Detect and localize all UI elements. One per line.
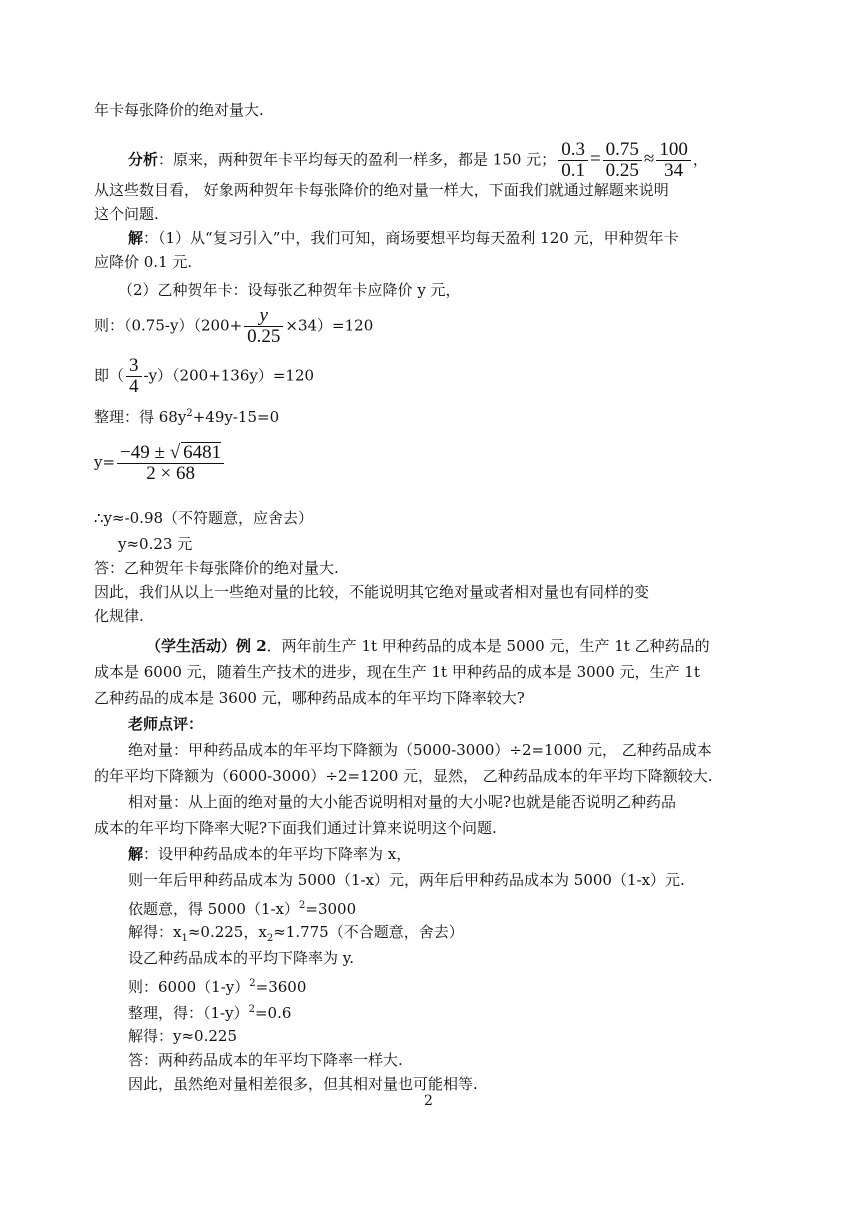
text-line: 则一年后甲种药品成本为 5000（1-x）元，两年后甲种药品成本为 5000（1-x）元. (128, 871, 685, 889)
equation-line: 解得：$x_1\approx 0.225$，$x_2\approx 1.775$（不合题意，舍去） (128, 923, 464, 944)
text-line: 成本是 6000 元，随着生产技术的进步，现在生产 1t 甲种药品的成本是 3000 元，生产 1t (94, 663, 700, 681)
solution-label: 解 (128, 229, 144, 247)
equation-line: 整理：得 $68y^2+49y-15=0$ (94, 408, 280, 426)
text-line: 绝对量：甲种药品成本的年平均下降额为（5000-3000）÷2=1000 元， 乙种药品成本 (128, 741, 712, 759)
analysis-label: 分析 (128, 150, 159, 169)
text-line: 解得：y≈0.225 (128, 1027, 237, 1045)
text-line: 的年平均下降额为（6000-3000）÷2=1200 元，显然， 乙种药品成本的年平均下降额较大. (94, 767, 713, 785)
equation-line: 依题意，得 $5000(1-x)^2=3000$ (128, 900, 357, 918)
page-number: 2 (424, 1093, 433, 1109)
text-line: 成本的年平均下降率大呢?下面我们通过计算来说明这个问题. (94, 819, 497, 837)
text-line: 答：乙种贺年卡每张降价的绝对量大. (94, 559, 339, 577)
analysis-line: 分析：原来，两种贺年卡平均每天的盈利一样多，都是 150 元； $\frac{0.3}{0.1}$ = $\frac{0.75}{0.25}$ ≈ $\frac{100}{34}$ ， (128, 139, 708, 181)
equation-line: 即（ $\frac{3}{4}$ -y）（200+136y）=120 (94, 355, 315, 397)
example-line: （学生活动）例 2．两年前生产 1t 甲种药品的成本是 5000 元，生产 1t 乙种药品的 (146, 637, 710, 655)
text-line: y≈0.23 元 (118, 535, 193, 553)
solution-line: 解：设甲种药品成本的年平均下降率为 x， (128, 845, 412, 863)
equation-line: 整理，得：$(1-y)^2=0.6$ (128, 1004, 292, 1022)
text-line: 答：两种药品成本的年平均下降率一样大. (128, 1051, 403, 1069)
equation-line: y= $\frac{-49 \pm √ 6481}{2 \times 68}$ (94, 442, 226, 484)
text-line: ∴y≈-0.98（不符题意，应舍去） (94, 509, 314, 527)
solution-label: 解 (128, 845, 144, 863)
text-line: 从这些数目看， 好象两种贺年卡每张降价的绝对量一样大，下面我们就通过解题来说明 (94, 181, 669, 199)
fraction: $\frac{0.75}{0.25}$ (603, 140, 642, 181)
text-line: 应降价 0.1 元. (94, 253, 193, 271)
text-line: 设乙种药品成本的平均下降率为 y. (128, 949, 355, 967)
text-line: 年卡每张降价的绝对量大. (94, 101, 264, 119)
text-line: 相对量：从上面的绝对量的大小能否说明相对量的大小呢?也就是能否说明乙种药品 (128, 793, 677, 811)
text-line: 因此，我们从以上一些绝对量的比较，不能说明其它绝对量或者相对量也有同样的变 (94, 583, 650, 601)
fraction: $\frac{0.3}{0.1}$ (558, 140, 588, 181)
solution-line: 解：（1）从“复习引入”中，我们可知，商场要想平均每天盈利 120 元，甲种贺年卡 (128, 229, 679, 247)
fraction: $\frac{100}{34}$ (656, 140, 691, 181)
teacher-comment-label: 老师点评： (128, 715, 204, 733)
fraction: $\frac{3}{4}$ (126, 356, 142, 397)
text-line: 化规律. (94, 607, 144, 625)
equation-line: 则：$6000(1-y)^2=3600$ (128, 978, 307, 996)
text-line: （2）乙种贺年卡：设每张乙种贺年卡应降价 y 元， (118, 281, 461, 299)
fraction: $\frac{-49 \pm √ 6481}{2 \times 68}$ (117, 442, 224, 484)
text-line: 这个问题. (94, 205, 159, 223)
text-line: 乙种药品的成本是 3600 元，哪种药品成本的年平均下降率较大? (94, 689, 525, 707)
text-line: 因此，虽然绝对量相差很多，但其相对量也可能相等. (128, 1075, 478, 1093)
equation-line: 则：（0.75-y）（200+ $\frac{y}{0.25}$ ×34）=120 (94, 305, 374, 347)
fraction: $\frac{y}{0.25}$ (244, 306, 283, 347)
example-label: （学生活动）例 2 (146, 637, 267, 655)
